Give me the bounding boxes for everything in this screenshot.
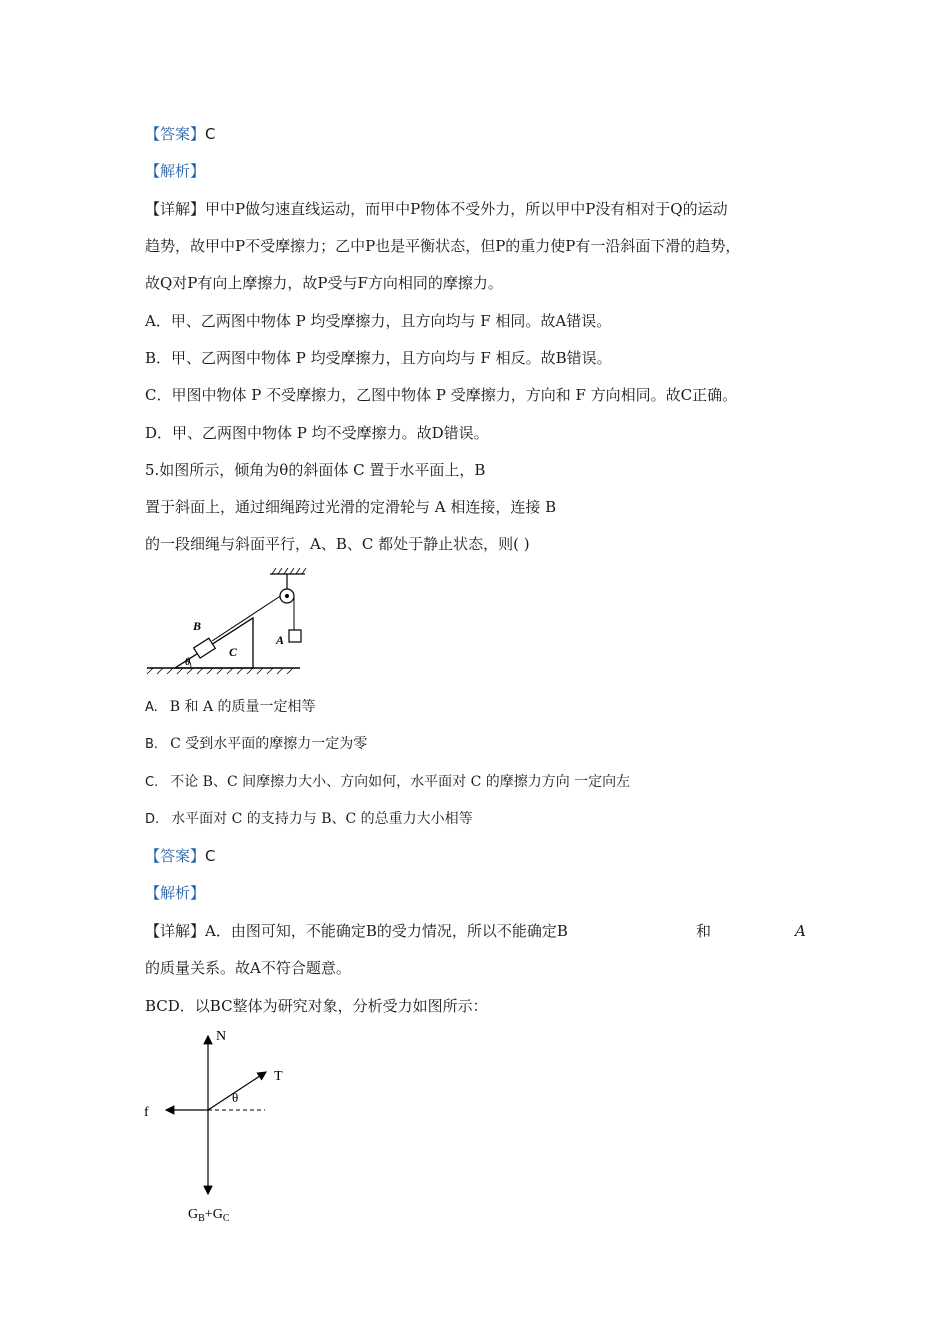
question-5-line-1: 5.如图所示，倾角为θ的斜面体 C 置于水平面上，B [145,461,486,479]
detail-tag: 【详解】 [145,200,206,218]
option-5d [145,808,473,831]
option-a: A．甲、乙两图中物体 P 均受摩擦力，且方向均与 F 相同。故A错误。 [145,312,612,330]
label-theta: θ [185,657,191,668]
label-n: N [216,1029,227,1044]
answer-value-2: C [205,847,216,865]
option-5d-label: D. [145,812,160,827]
option-5c-label: C. [145,775,159,790]
question-5-line-3: 的一段细绳与斜面平行，A、B、C 都处于静止状态，则( ) [145,535,530,553]
detail2-line-2: 的质量关系。故A不符合题意。 [145,959,351,977]
answer-value: C [205,125,216,143]
detail2-line-1 [145,920,568,942]
answer-line-2 [145,845,216,867]
label-theta-2: θ [232,1090,239,1105]
option-5c-text: 不论 B、C 间摩擦力大小、方向如何，水平面对 C 的摩擦力方向 一定向左 [170,774,631,790]
label-a: A [276,633,285,647]
detail2-line-3: BCD．以BC整体为研究对象，分析受力如图所示： [145,997,488,1015]
detail-line-3: 故Q对P有向上摩擦力，故P受与F方向相同的摩擦力。 [145,274,503,292]
option-c: C．甲图中物体 P 不受摩擦力，乙图中物体 P 受摩擦力，方向和 F 方向相同。故C正确。 [145,386,738,404]
analysis-tag: 【解析】 [145,162,206,180]
detail-line-1 [145,198,728,220]
answer-tag-2: 【答案】 [145,847,206,865]
analysis-line-1 [145,160,205,182]
option-5d-text: 水平面对 C 的支持力与 B、C 的总重力大小相等 [171,811,473,827]
option-5b-label: B. [145,737,159,752]
label-b: B [193,619,202,633]
analysis-tag-2: 【解析】 [145,884,206,902]
detail-line-2: 趋势，故甲中P不受摩擦力；乙中P也是平衡状态，但P的重力使P有一沿斜面下滑的趋势， [145,237,741,255]
label-f: f [144,1105,149,1120]
incline-pulley-figure [145,568,320,678]
detail2-text: A．由图可知，不能确定B的受力情况，所以不能确定B [205,922,568,940]
detail2-tag: 【详解】 [145,922,206,940]
option-5c [145,771,630,794]
option-5a-text: B 和 A 的质量一定相等 [169,699,316,715]
detail2-and: 和 [696,922,712,940]
label-weight: $G_B+G_C$ [188,1207,230,1224]
option-5a [145,696,316,719]
question-5-line-2: 置于斜面上，通过细绳跨过光滑的定滑轮与 A 相连接，连接 B [145,498,557,516]
detail2-a: A [795,922,806,940]
detail-text: 甲中P做匀速直线运动，而甲中P物体不受外力，所以甲中P没有相对于Q的运动 [205,200,728,218]
analysis-line-2 [145,882,205,904]
option-d: D．甲、乙两图中物体 P 均不受摩擦力。故D错误。 [145,424,489,442]
force-diagram [140,1022,300,1227]
option-5b-text: C 受到水平面的摩擦力一定为零 [170,736,368,752]
option-5a-label: A. [145,700,158,715]
label-t: T [274,1069,283,1084]
answer-line-1 [145,123,216,145]
option-b: B．甲、乙两图中物体 P 均受摩擦力，且方向均与 F 相反。故B错误。 [145,349,612,367]
option-5b [145,733,367,756]
label-c: C [229,645,238,659]
answer-tag: 【答案】 [145,125,206,143]
